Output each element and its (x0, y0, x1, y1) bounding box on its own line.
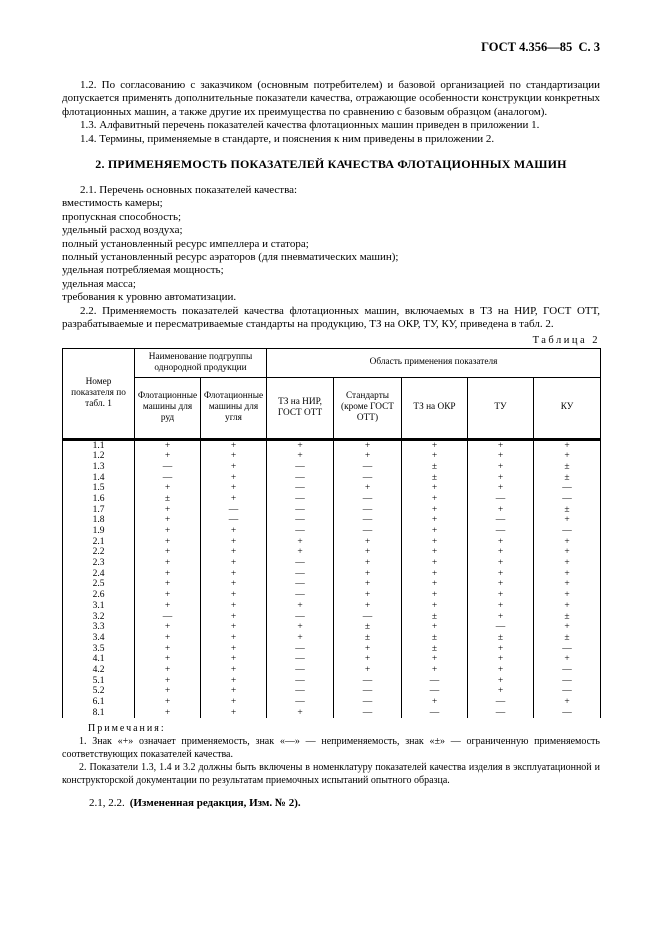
applicability-cell: + (201, 686, 267, 697)
indicator-list-item: удельная потребляемая мощность; (62, 264, 224, 277)
applicability-cell: + (468, 473, 534, 484)
applicability-cell: + (468, 483, 534, 494)
col-header-ku: КУ (534, 377, 601, 439)
applicability-cell: — (267, 644, 334, 655)
applicability-cell: + (534, 558, 601, 569)
row-indicator-number: 3.1 (63, 601, 135, 612)
row-indicator-number: 2.2 (63, 547, 135, 558)
applicability-cell: + (534, 697, 601, 708)
table-row (63, 601, 601, 612)
table-row (63, 439, 601, 451)
applicability-cell: + (201, 633, 267, 644)
table-row (63, 579, 601, 590)
applicability-cell: + (334, 601, 402, 612)
applicability-cell: — (267, 569, 334, 580)
col-header-standards: Стандарты (кроме ГОСТ ОТТ) (334, 377, 402, 439)
applicability-cell: — (267, 515, 334, 526)
section-2-heading: 2. ПРИМЕНЯЕМОСТЬ ПОКАЗАТЕЛЕЙ КАЧЕСТВА ФЛОТАЦИОННЫХ МАШИН (95, 157, 567, 172)
applicability-cell: + (135, 601, 201, 612)
applicability-cell: + (534, 451, 601, 462)
applicability-cell: + (402, 537, 468, 548)
table-row (63, 612, 601, 623)
applicability-cell: + (135, 569, 201, 580)
applicability-cell: ± (534, 462, 601, 473)
applicability-cell: + (201, 697, 267, 708)
applicability-cell: — (267, 676, 334, 687)
applicability-cell: + (201, 537, 267, 548)
applicability-cell: — (267, 612, 334, 623)
applicability-cell: + (201, 590, 267, 601)
note-2: 2. Показатели 1.3, 1.4 и 3.2 должны быть включены в номенклатуру показателей качества изделия в эксплуатационной и конструкторской документации по результатам приемочных испытаний опытного образца. (62, 762, 600, 787)
applicability-cell: + (468, 686, 534, 697)
applicability-cell: + (534, 439, 601, 451)
applicability-cell: + (402, 601, 468, 612)
applicability-cell: + (334, 654, 402, 665)
indicator-list-item: полный установленный ресурс импеллера и статора; (62, 237, 309, 250)
table-row (63, 697, 601, 708)
applicability-cell: — (534, 708, 601, 719)
row-indicator-number: 3.3 (63, 622, 135, 633)
applicability-cell: — (267, 697, 334, 708)
applicability-cell: — (201, 515, 267, 526)
col-header-tz-okr: ТЗ на ОКР (402, 377, 468, 439)
applicability-cell: + (267, 537, 334, 548)
applicability-cell: + (468, 579, 534, 590)
row-indicator-number: 6.1 (63, 697, 135, 708)
indicator-list-item: требования к уровню автоматизации. (62, 291, 237, 304)
applicability-cell: + (402, 451, 468, 462)
applicability-cell: — (534, 494, 601, 505)
applicability-cell: — (334, 676, 402, 687)
row-indicator-number: 1.8 (63, 515, 135, 526)
applicability-cell: ± (334, 622, 402, 633)
applicability-cell: + (402, 665, 468, 676)
applicability-cell: — (334, 505, 402, 516)
applicability-cell: + (402, 515, 468, 526)
applicability-cell: + (201, 473, 267, 484)
applicability-cell: ± (402, 633, 468, 644)
row-indicator-number: 4.2 (63, 665, 135, 676)
applicability-cell: + (135, 558, 201, 569)
applicability-cell: + (201, 462, 267, 473)
table-row (63, 483, 601, 494)
row-indicator-number: 2.1 (63, 537, 135, 548)
applicability-cell: + (402, 697, 468, 708)
table-row (63, 708, 601, 719)
paragraph-1-3: 1.3. Алфавитный перечень показателей качества флотационных машин приведен в приложении 1. (80, 119, 540, 132)
applicability-cell: — (534, 526, 601, 537)
indicator-list-item: пропускная способность; (62, 210, 182, 223)
applicability-cell: — (267, 505, 334, 516)
applicability-cell: + (402, 569, 468, 580)
applicability-cell: + (402, 526, 468, 537)
applicability-cell: + (402, 483, 468, 494)
applicability-cell: — (534, 686, 601, 697)
amendment-text: (Измененная редакция, Изм. № 2). (129, 797, 301, 810)
applicability-cell: + (135, 708, 201, 719)
row-indicator-number: 3.5 (63, 644, 135, 655)
applicability-cell: + (201, 547, 267, 558)
applicability-cell: — (135, 462, 201, 473)
applicability-cell: + (468, 612, 534, 623)
applicability-cell: + (334, 483, 402, 494)
applicability-cell: — (135, 612, 201, 623)
applicability-cell: + (201, 439, 267, 451)
applicability-cell: + (402, 579, 468, 590)
applicability-cell: + (201, 644, 267, 655)
applicability-cell: ± (534, 612, 601, 623)
table-row (63, 686, 601, 697)
applicability-cell: — (534, 644, 601, 655)
table-row (63, 537, 601, 548)
applicability-cell: + (201, 558, 267, 569)
applicability-cell: — (267, 590, 334, 601)
row-indicator-number: 2.5 (63, 579, 135, 590)
applicability-cell: — (267, 654, 334, 665)
applicability-cell: + (468, 665, 534, 676)
applicability-cell: + (201, 569, 267, 580)
row-indicator-number: 5.1 (63, 676, 135, 687)
col-header-number: Номер показателя по табл. 1 (63, 348, 135, 439)
applicability-cell: + (135, 547, 201, 558)
table-row (63, 676, 601, 687)
applicability-cell: ± (534, 633, 601, 644)
applicability-cell: — (135, 473, 201, 484)
applicability-cell: + (135, 644, 201, 655)
applicability-cell: — (267, 686, 334, 697)
applicability-cell: — (468, 494, 534, 505)
row-indicator-number: 1.3 (63, 462, 135, 473)
row-indicator-number: 1.9 (63, 526, 135, 537)
applicability-cell: + (201, 451, 267, 462)
table-row (63, 654, 601, 665)
applicability-cell: ± (402, 644, 468, 655)
applicability-cell: + (135, 483, 201, 494)
applicability-cell: + (201, 612, 267, 623)
applicability-cell: + (135, 697, 201, 708)
applicability-cell: — (267, 462, 334, 473)
applicability-cell: — (267, 579, 334, 590)
applicability-cell: + (534, 579, 601, 590)
applicability-cell: + (534, 590, 601, 601)
table-row (63, 462, 601, 473)
applicability-cell: + (201, 579, 267, 590)
applicability-cell: — (468, 708, 534, 719)
col-group-subgroup: Наименование подгруппы однородной продукции (135, 348, 267, 377)
applicability-cell: — (267, 558, 334, 569)
applicability-cell: — (402, 686, 468, 697)
applicability-cell: + (468, 676, 534, 687)
applicability-cell: + (135, 579, 201, 590)
amendment-line (62, 797, 600, 810)
applicability-cell: + (334, 451, 402, 462)
applicability-cell: ± (334, 633, 402, 644)
col-group-area: Область применения показателя (267, 348, 601, 377)
applicability-cell: — (534, 676, 601, 687)
row-indicator-number: 4.1 (63, 654, 135, 665)
table-row (63, 473, 601, 484)
applicability-cell: + (267, 633, 334, 644)
row-indicator-number: 1.2 (63, 451, 135, 462)
applicability-cell: + (334, 665, 402, 676)
table-row (63, 558, 601, 569)
applicability-cell: + (534, 622, 601, 633)
applicability-cell: — (267, 494, 334, 505)
table-row (63, 494, 601, 505)
applicability-cell: + (267, 601, 334, 612)
applicability-cell: + (135, 515, 201, 526)
applicability-cell: + (201, 483, 267, 494)
applicability-cell: + (402, 558, 468, 569)
applicability-cell: + (402, 654, 468, 665)
applicability-cell: + (402, 494, 468, 505)
indicator-list-item: удельная масса; (62, 277, 136, 290)
applicability-cell: + (334, 537, 402, 548)
applicability-cell: ± (402, 612, 468, 623)
applicability-cell: + (468, 558, 534, 569)
applicability-cell: + (468, 451, 534, 462)
applicability-cell: ± (534, 505, 601, 516)
row-indicator-number: 1.6 (63, 494, 135, 505)
applicability-cell: — (334, 462, 402, 473)
page-header: ГОСТ 4.356—85 С. 3 (481, 40, 600, 54)
table-row (63, 633, 601, 644)
table-row (63, 665, 601, 676)
applicability-cell: + (468, 569, 534, 580)
row-indicator-number: 1.1 (63, 439, 135, 451)
applicability-cell: + (267, 439, 334, 451)
applicability-cell: + (468, 601, 534, 612)
row-indicator-number: 1.7 (63, 505, 135, 516)
applicability-cell: + (468, 644, 534, 655)
applicability-cell: — (334, 526, 402, 537)
applicability-cell: + (334, 644, 402, 655)
applicability-cell: + (201, 526, 267, 537)
applicability-cell: ± (135, 494, 201, 505)
col-header-coal-machines: Флотационные машины для угля (201, 377, 267, 439)
applicability-cell: + (534, 515, 601, 526)
applicability-cell: + (135, 590, 201, 601)
applicability-cell: + (402, 439, 468, 451)
applicability-cell: + (334, 547, 402, 558)
table-row (63, 644, 601, 655)
applicability-cell: — (201, 505, 267, 516)
applicability-cell: — (334, 612, 402, 623)
applicability-cell: + (135, 633, 201, 644)
applicability-cell: + (402, 505, 468, 516)
applicability-cell: + (468, 590, 534, 601)
table-row (63, 547, 601, 558)
col-header-ore-machines: Флотационные машины для руд (135, 377, 201, 439)
applicability-cell: ± (534, 473, 601, 484)
applicability-cell: — (534, 483, 601, 494)
applicability-cell: — (468, 515, 534, 526)
applicability-cell: + (468, 439, 534, 451)
applicability-cell: ± (402, 462, 468, 473)
applicability-cell: + (201, 708, 267, 719)
applicability-cell: + (468, 462, 534, 473)
applicability-cell: + (334, 569, 402, 580)
applicability-cell: — (402, 708, 468, 719)
applicability-cell: + (334, 579, 402, 590)
applicability-cell: + (135, 439, 201, 451)
row-indicator-number: 2.4 (63, 569, 135, 580)
table-row (63, 515, 601, 526)
paragraph-2-2: 2.2. Применяемость показателей качества флотационных машин, включаемых в ТЗ на НИР, ГОСТ ОТТ, разрабатываемые и пересматриваемые стандарты на продукцию, ТЗ на ОКР, ТУ, КУ, приведена в табл. 2. (62, 304, 600, 331)
applicability-cell: + (267, 451, 334, 462)
applicability-cell: ± (468, 633, 534, 644)
applicability-cell: + (201, 494, 267, 505)
applicability-cell: — (267, 473, 334, 484)
row-indicator-number: 1.5 (63, 483, 135, 494)
applicability-cell: + (201, 654, 267, 665)
table-sub-header-row (63, 377, 601, 439)
table-row (63, 569, 601, 580)
table-row (63, 622, 601, 633)
applicability-cell: — (468, 526, 534, 537)
applicability-cell: + (468, 654, 534, 665)
indicator-list-item: удельный расход воздуха; (62, 224, 183, 237)
applicability-cell: + (267, 622, 334, 633)
applicability-cell: — (334, 494, 402, 505)
indicator-list-item: полный установленный ресурс аэраторов (для пневматических машин); (62, 251, 399, 264)
paragraph-1-2: 1.2. По согласованию с заказчиком (основным потребителем) и базовой организацией по стандартизации допускается применять дополнительные показатели качества, отражающие особенности конструкции конкретных флотационных машин, а также другие их преимущества по сравнению с базовым образцом (аналогом). (62, 79, 600, 118)
applicability-cell: + (201, 665, 267, 676)
table-row (63, 590, 601, 601)
row-indicator-number: 1.4 (63, 473, 135, 484)
indicator-list (62, 197, 600, 304)
row-indicator-number: 3.2 (63, 612, 135, 623)
applicability-cell: — (334, 473, 402, 484)
applicability-table (62, 348, 601, 719)
applicability-cell: + (468, 505, 534, 516)
applicability-cell: — (267, 483, 334, 494)
applicability-cell: + (334, 439, 402, 451)
indicator-list-item: вместимость камеры; (62, 197, 163, 210)
row-indicator-number: 2.6 (63, 590, 135, 601)
applicability-cell: + (135, 537, 201, 548)
applicability-cell: + (267, 708, 334, 719)
table-group-header-row (63, 348, 601, 377)
applicability-cell: — (334, 515, 402, 526)
note-1: 1. Знак «+» означает применяемость, знак «—» — неприменяемость, знак «±» — ограниченную применяемость соответствующих показателей качества. (62, 736, 600, 761)
col-header-tu: ТУ (468, 377, 534, 439)
applicability-cell: — (334, 697, 402, 708)
applicability-cell: + (534, 569, 601, 580)
applicability-cell: + (334, 590, 402, 601)
applicability-cell: + (201, 622, 267, 633)
applicability-cell: + (135, 676, 201, 687)
row-indicator-number: 8.1 (63, 708, 135, 719)
applicability-cell: + (534, 537, 601, 548)
applicability-cell: — (334, 686, 402, 697)
applicability-cell: + (534, 601, 601, 612)
applicability-cell: — (534, 665, 601, 676)
applicability-cell: + (402, 622, 468, 633)
applicability-cell: — (334, 708, 402, 719)
applicability-cell: — (468, 622, 534, 633)
col-header-tz-nir: ТЗ на НИР, ГОСТ ОТТ (267, 377, 334, 439)
applicability-cell: + (135, 686, 201, 697)
applicability-cell: + (201, 601, 267, 612)
paragraph-2-1-intro: 2.1. Перечень основных показателей качества: (80, 184, 298, 197)
table-caption: Таблица 2 (532, 334, 600, 346)
applicability-cell: + (267, 547, 334, 558)
notes-block (62, 722, 600, 787)
applicability-cell: — (402, 676, 468, 687)
table-row (63, 451, 601, 462)
row-indicator-number: 3.4 (63, 633, 135, 644)
applicability-cell: — (468, 697, 534, 708)
applicability-cell: + (201, 676, 267, 687)
amendment-refs: 2.1, 2.2. (89, 797, 125, 810)
applicability-cell: + (534, 654, 601, 665)
applicability-cell: + (135, 505, 201, 516)
table-row (63, 526, 601, 537)
applicability-cell: — (267, 665, 334, 676)
applicability-cell: + (468, 547, 534, 558)
applicability-cell: + (135, 526, 201, 537)
applicability-cell: + (135, 654, 201, 665)
notes-title: Примечания: (88, 723, 166, 735)
applicability-cell: + (534, 547, 601, 558)
applicability-cell: ± (402, 473, 468, 484)
applicability-cell: + (468, 537, 534, 548)
table-row (63, 505, 601, 516)
applicability-cell: + (135, 451, 201, 462)
row-indicator-number: 2.3 (63, 558, 135, 569)
applicability-cell: + (135, 622, 201, 633)
row-indicator-number: 5.2 (63, 686, 135, 697)
applicability-cell: + (334, 558, 402, 569)
applicability-cell: + (402, 547, 468, 558)
applicability-cell: + (135, 665, 201, 676)
applicability-cell: — (267, 526, 334, 537)
paragraph-1-4: 1.4. Термины, применяемые в стандарте, и пояснения к ним приведены в приложении 2. (80, 132, 495, 145)
applicability-cell: + (402, 590, 468, 601)
